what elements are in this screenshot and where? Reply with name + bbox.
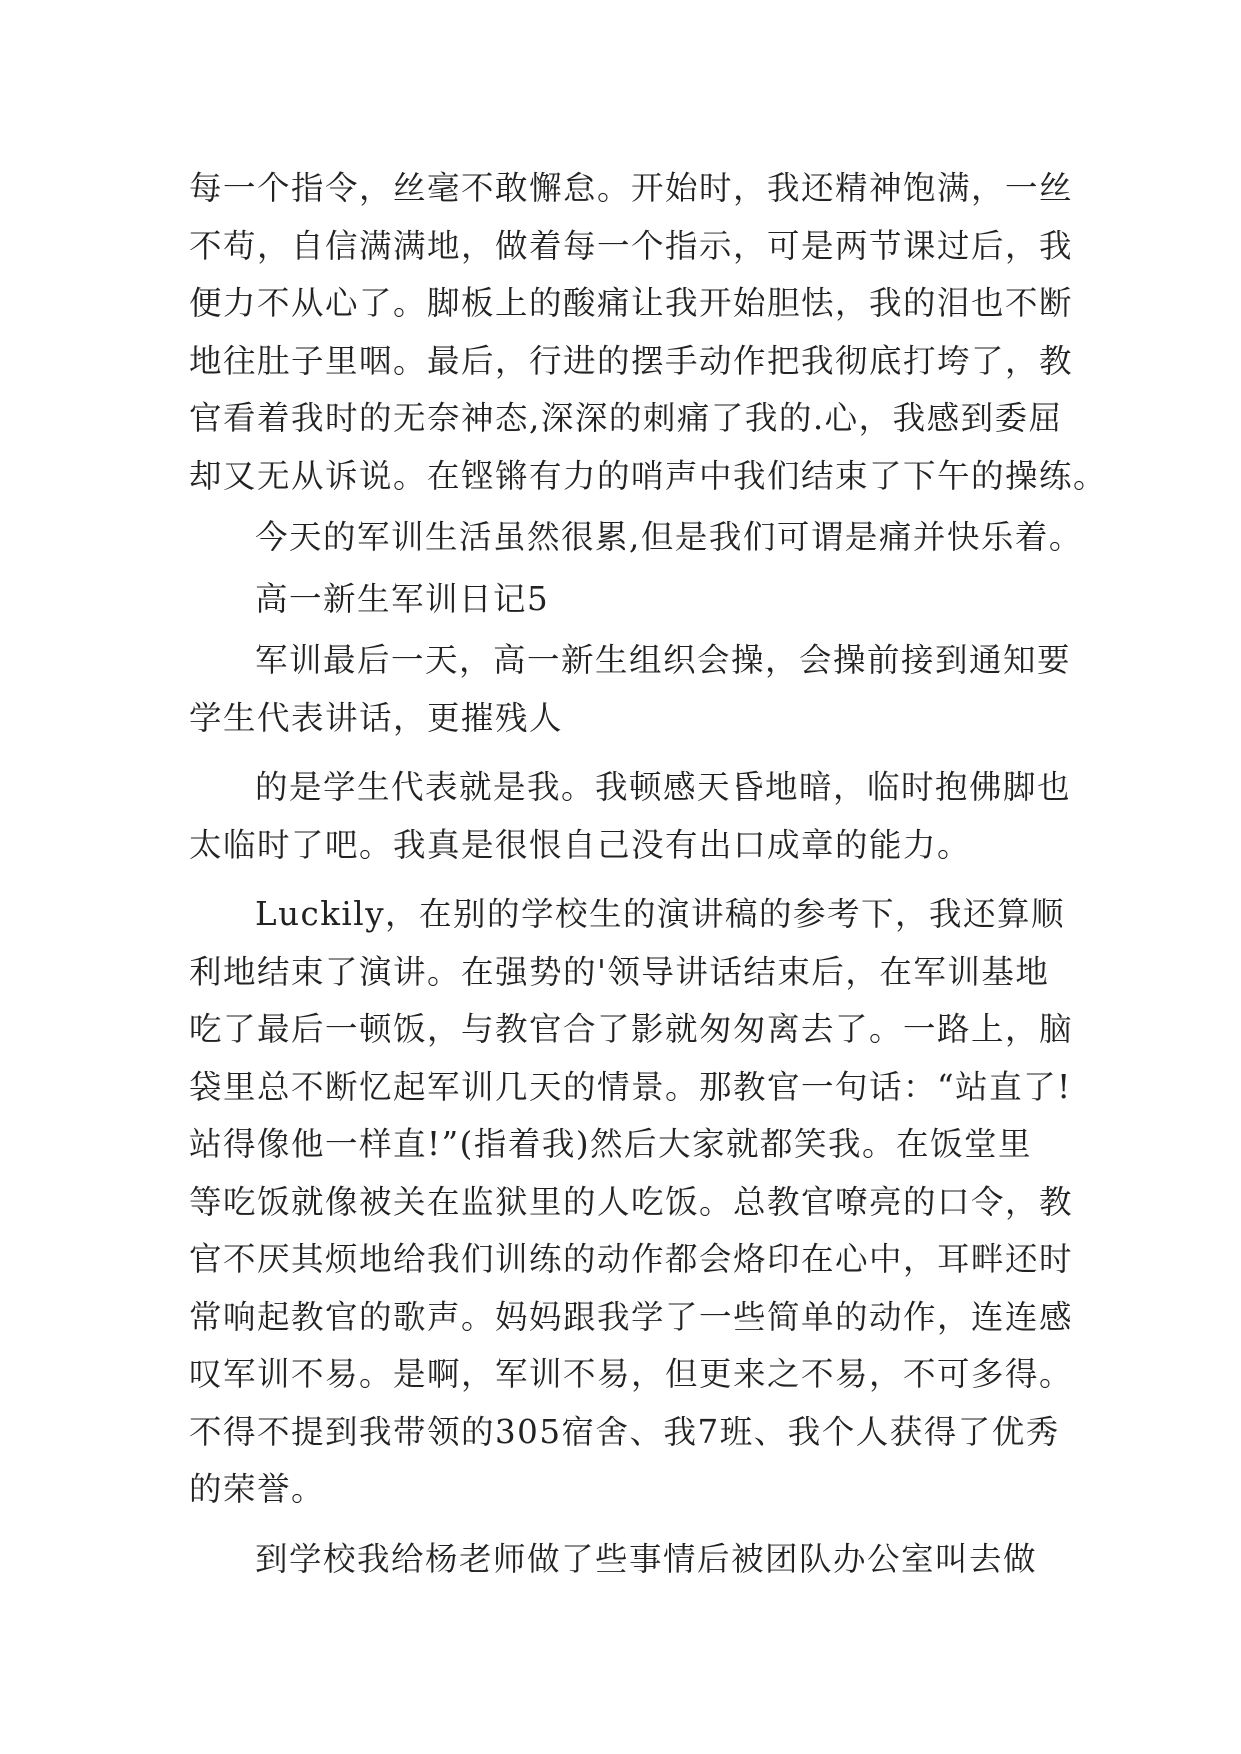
text-line: 官不厌其烦地给我们训练的动作都会烙印在心中，耳畔还时 xyxy=(189,1240,1074,1278)
text-line: 便力不从心了。脚板上的酸痛让我开始胆怯，我的泪也不断 xyxy=(189,284,1074,322)
text-line: 到学校我给杨老师做了些事情后被团队办公室叫去做 xyxy=(255,1539,1038,1578)
paragraph-1 xyxy=(189,160,1108,505)
heading-text: 高一新生军训日记5 xyxy=(255,579,550,618)
text-line: 站得像他一样直!”(指着我)然后大家就都笑我。在饭堂里 xyxy=(189,1125,1033,1163)
text-line: 利地结束了演讲。在强势的'领导讲话结束后，在军训基地 xyxy=(189,952,1050,991)
paragraph-2 xyxy=(189,509,1083,567)
paragraph-5 xyxy=(189,886,1074,1519)
text-line: 官看着我时的无奈神态,深深的刺痛了我的.心，我感到委屈 xyxy=(189,399,1063,437)
text-line: 不得不提到我带领的305宿舍、我7班、我个人获得了优秀 xyxy=(189,1412,1060,1451)
text-line: 等吃饭就像被关在监狱里的人吃饭。总教官嘹亮的口令，教 xyxy=(189,1182,1074,1221)
text-line: 今天的军训生活虽然很累,但是我们可谓是痛并快乐着。 xyxy=(255,518,1083,556)
text-line: 吃了最后一顿饭，与教官合了影就匆匆离去了。一路上，脑 xyxy=(189,1010,1074,1048)
text-line: 学生代表讲话，更摧残人 xyxy=(189,698,564,737)
paragraph-6 xyxy=(189,1531,1069,1589)
text-line: Luckily，在别的学校生的演讲稿的参考下，我还算顺 xyxy=(255,895,1066,933)
paragraph-4 xyxy=(189,759,1072,874)
text-line: 太临时了吧。我真是很恨自己没有出口成章的能力。 xyxy=(189,825,972,864)
text-line: 每一个指令，丝毫不敢懈怠。开始时，我还精神饱满，一丝 xyxy=(189,169,1074,207)
text-line: 地往肚子里咽。最后，行进的摆手动作把我彻底打垮了，教 xyxy=(189,341,1074,380)
text-line: 袋里总不断忆起军训几天的情景。那教官一句话：“站直了! xyxy=(189,1067,1072,1106)
text-line: 常响起教官的歌声。妈妈跟我学了一些简单的动作，连连感 xyxy=(189,1297,1074,1336)
text-line: 的荣誉。 xyxy=(189,1470,326,1508)
document-body xyxy=(189,160,1108,1588)
section-heading xyxy=(189,571,1069,629)
text-line: 军训最后一天，高一新生组织会操，会操前接到通知要 xyxy=(255,641,1072,679)
text-line: 叹军训不易。是啊，军训不易，但更来之不易，不可多得。 xyxy=(189,1355,1074,1393)
text-line: 不苟，自信满满地，做着每一个指示，可是两节课过后，我 xyxy=(189,226,1074,265)
paragraph-3 xyxy=(189,632,1072,747)
text-line: 却又无从诉说。在铿锵有力的哨声中我们结束了下午的操练。 xyxy=(189,456,1108,495)
text-line: 的是学生代表就是我。我顿感天昏地暗，临时抱佛脚也 xyxy=(255,768,1072,806)
